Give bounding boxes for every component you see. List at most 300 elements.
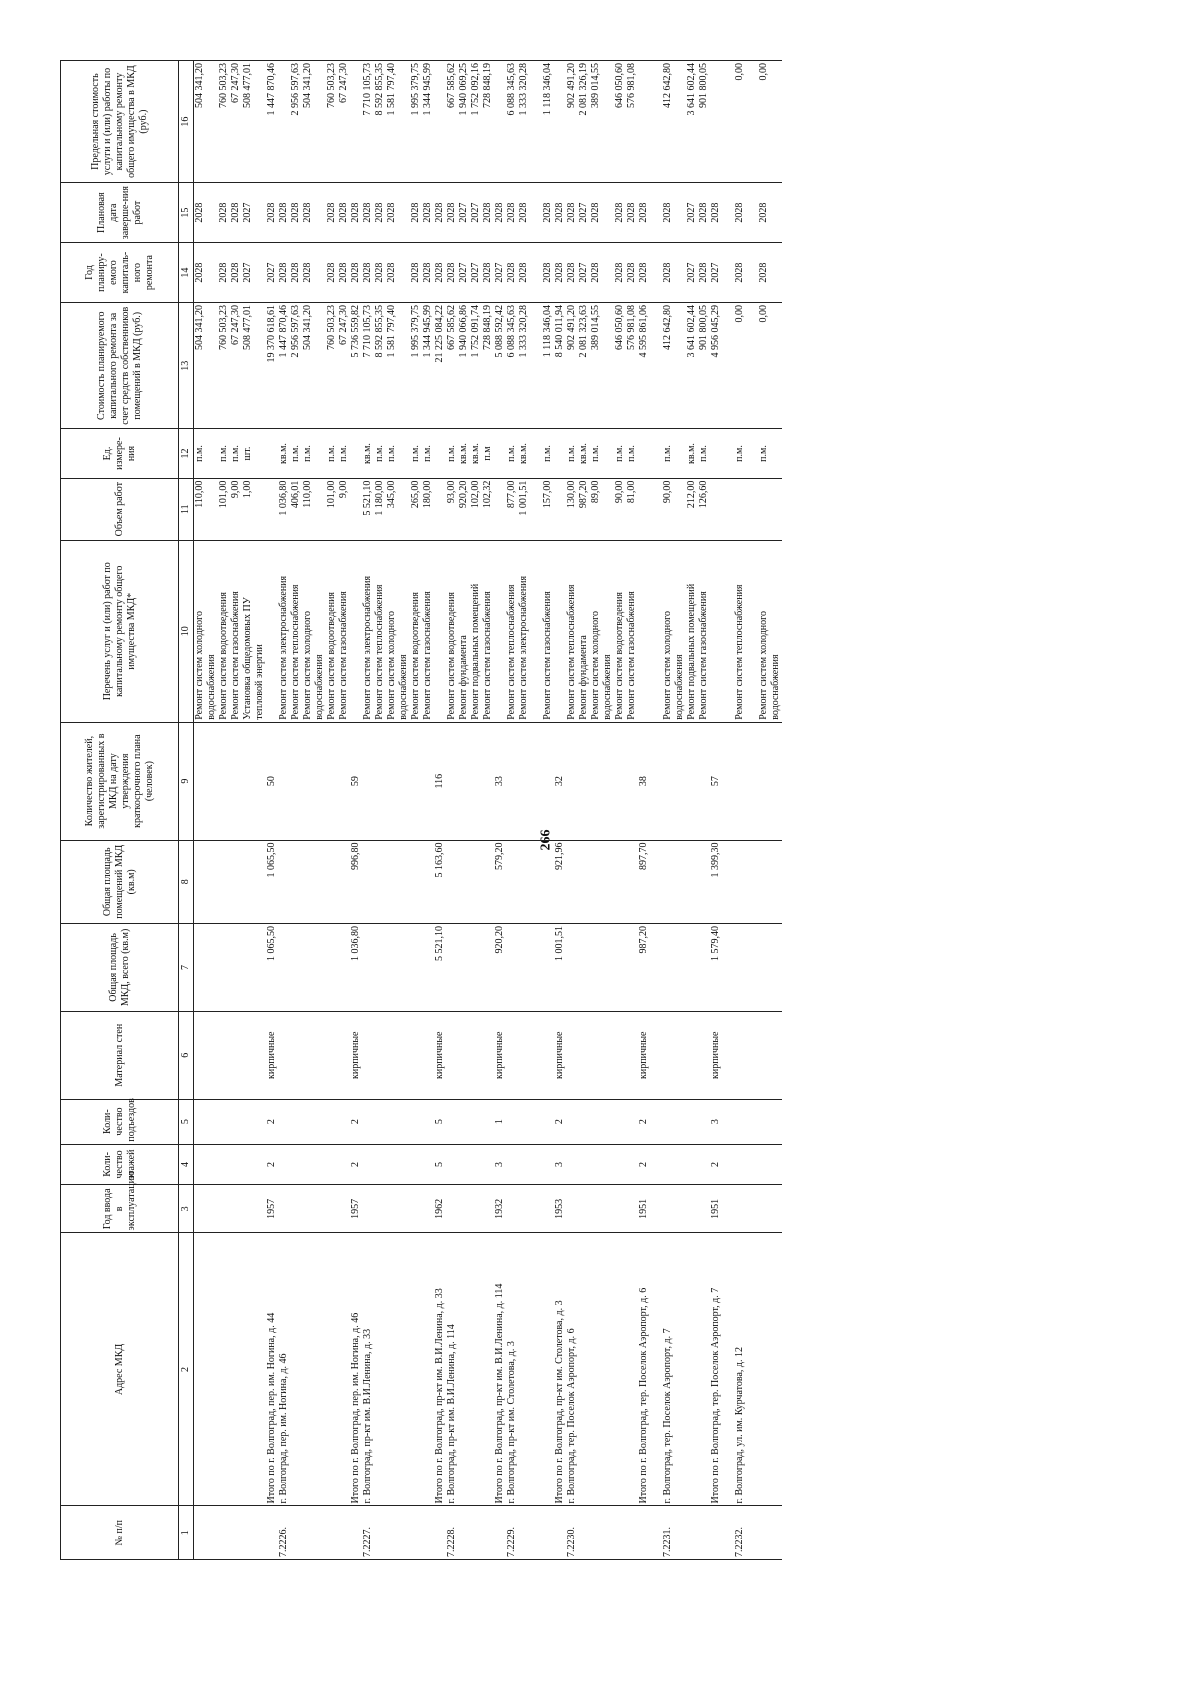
table-cell-7 [290,924,302,1012]
table-cell-4: 3 [494,1144,506,1185]
table-cell-14: 2028 [326,243,338,303]
table-cell-8 [650,840,662,924]
col-number: 14 [179,243,194,303]
table-cell-16: 1 118 346,04 [542,61,554,183]
table-cell-4 [746,1144,758,1185]
table-cell-16: 1 344 945,99 [422,61,434,183]
table-cell-12 [530,429,542,478]
table-cell-8 [506,840,518,924]
table-cell-13: 389 014,55 [590,303,602,429]
table-cell-15 [602,183,614,243]
table-cell-2 [626,1233,638,1506]
table-row [350,61,362,1560]
table-row [434,61,446,1560]
table-cell-5 [698,1099,710,1144]
table-cell-9 [722,722,734,840]
table-cell-11: 110,00 [302,478,314,540]
table-cell-9 [254,722,266,840]
table-cell-16 [722,61,734,183]
table-cell-4 [722,1144,734,1185]
table-cell-10: водоснабжения [206,540,218,722]
table-cell-3 [458,1185,470,1233]
table-cell-8 [458,840,470,924]
table-cell-1 [482,1506,494,1560]
table-cell-8: 996,80 [350,840,362,924]
table-cell-6 [722,1011,734,1099]
table-cell-7 [278,924,290,1012]
table-cell-14: 2028 [626,243,638,303]
table-cell-12 [650,429,662,478]
table-cell-11: 265,00 [410,478,422,540]
table-cell-8 [206,840,218,924]
table-cell-16 [254,61,266,183]
table-cell-9 [506,722,518,840]
table-cell-14: 2028 [554,243,566,303]
table-cell-9 [362,722,374,840]
table-cell-16: 902 491,20 [566,61,578,183]
table-cell-16 [206,61,218,183]
table-cell-12 [602,429,614,478]
table-cell-10: Ремонт систем газоснабжения [482,540,494,722]
col-number: 15 [179,183,194,243]
table-cell-9: 57 [710,722,722,840]
table-cell-2: Итого по г. Волгоград, пр-кт им. Столетова, д. 3 [554,1233,566,1506]
table-cell-8 [254,840,266,924]
table-cell-10: водоснабжения [602,540,614,722]
table-cell-15: 2028 [446,183,458,243]
table-cell-11 [650,478,662,540]
table-cell-16: 8 592 855,35 [374,61,386,183]
table-cell-3 [326,1185,338,1233]
table-cell-7 [734,924,746,1012]
table-cell-7: 1 036,80 [350,924,362,1012]
col-header: Коли-чество подъездов [61,1099,179,1144]
table-cell-11: 102,00 [470,478,482,540]
table-cell-8 [374,840,386,924]
table-cell-7 [398,924,410,1012]
table-cell-6 [338,1011,350,1099]
table-cell-7 [722,924,734,1012]
table-cell-5 [242,1099,254,1144]
table-cell-12: п.м. [566,429,578,478]
table-cell-3 [314,1185,326,1233]
table-cell-14: 2028 [542,243,554,303]
table-cell-10: Ремонт систем теплоснабжения [734,540,746,722]
table-cell-15: 2028 [698,183,710,243]
table-cell-8 [734,840,746,924]
table-cell-16: 667 585,62 [446,61,458,183]
table-cell-5 [218,1099,230,1144]
table-cell-14: 2028 [422,243,434,303]
table-cell-16 [710,61,722,183]
table-cell-5: 2 [638,1099,650,1144]
col-header: № п/п [61,1506,179,1560]
table-cell-6 [254,1011,266,1099]
table-cell-15: 2028 [278,183,290,243]
table-cell-14: 2028 [410,243,422,303]
table-cell-8 [626,840,638,924]
table-cell-4 [302,1144,314,1185]
table-cell-7 [566,924,578,1012]
table-cell-10: Ремонт систем теплоснабжения [566,540,578,722]
table-cell-4 [650,1144,662,1185]
table-cell-3 [482,1185,494,1233]
table-cell-9 [218,722,230,840]
table-cell-3: 1957 [350,1185,362,1233]
table-cell-7 [662,924,674,1012]
table-cell-11 [398,478,410,540]
table-cell-2 [746,1233,758,1506]
table-cell-13 [770,303,782,429]
table-cell-12: п.м. [626,429,638,478]
table-cell-2: Итого по г. Волгоград, пер. им. Ногина, д. 46 [350,1233,362,1506]
table-cell-3 [242,1185,254,1233]
table-row [746,61,758,1560]
table-cell-7 [326,924,338,1012]
col-number: 10 [179,540,194,722]
table-cell-15 [770,183,782,243]
table-cell-16: 1 581 797,40 [386,61,398,183]
table-cell-9 [338,722,350,840]
table-cell-4 [770,1144,782,1185]
table-cell-12: п.м. [338,429,350,478]
table-cell-4 [698,1144,710,1185]
table-cell-5 [410,1099,422,1144]
table-cell-13: 902 491,20 [566,303,578,429]
table-cell-8 [230,840,242,924]
table-cell-5 [314,1099,326,1144]
table-cell-7 [338,924,350,1012]
table-cell-11: 157,00 [542,478,554,540]
table-cell-12: п.м. [374,429,386,478]
table-cell-7 [698,924,710,1012]
table-cell-11 [266,478,278,540]
table-cell-8 [758,840,770,924]
table-row [518,61,530,1560]
table-cell-14: 2028 [734,243,746,303]
table-cell-5 [578,1099,590,1144]
table-cell-1 [434,1506,446,1560]
table-cell-16 [530,61,542,183]
table-cell-8: 921,96 [554,840,566,924]
table-cell-4 [362,1144,374,1185]
table-cell-15: 2027 [686,183,698,243]
table-cell-12 [746,429,758,478]
table-cell-4 [242,1144,254,1185]
table-cell-9: 33 [494,722,506,840]
table-cell-8 [314,840,326,924]
table-cell-8 [698,840,710,924]
table-cell-15: 2027 [242,183,254,243]
table-cell-7 [446,924,458,1012]
table-cell-13: 4 595 861,06 [638,303,650,429]
table-cell-10 [554,540,566,722]
table-cell-8 [278,840,290,924]
table-cell-12: п.м. [218,429,230,478]
table-cell-6 [326,1011,338,1099]
table-cell-6 [614,1011,626,1099]
table-cell-12: кв.м. [362,429,374,478]
table-cell-5 [230,1099,242,1144]
table-cell-3 [362,1185,374,1233]
table-cell-13: 2 956 597,63 [290,303,302,429]
table-cell-13: 8 592 855,35 [374,303,386,429]
table-cell-12: п.м. [506,429,518,478]
table-cell-11: 93,00 [446,478,458,540]
col-header: Год планиру-емого капиталь-ного ремонта [61,243,179,303]
header-row [61,61,179,1560]
table-cell-2: г. Волгоград, пер. им. Ногина, д. 46 [278,1233,290,1506]
table-cell-14: 2028 [386,243,398,303]
table-cell-3 [602,1185,614,1233]
table-cell-2 [770,1233,782,1506]
table-cell-9: 32 [554,722,566,840]
col-number: 13 [179,303,194,429]
table-cell-8 [290,840,302,924]
table-cell-14: 2028 [590,243,602,303]
table-cell-13: 8 540 011,94 [554,303,566,429]
table-cell-13: 67 247,30 [230,303,242,429]
table-cell-8 [770,840,782,924]
works-table-sheet [60,60,1170,1560]
table-row [338,61,350,1560]
table-cell-13: 1 940 066,86 [458,303,470,429]
table-cell-13: 508 477,01 [242,303,254,429]
table-cell-6 [194,1011,207,1099]
table-cell-10 [350,540,362,722]
table-cell-16: 2 956 597,63 [290,61,302,183]
table-cell-8 [530,840,542,924]
table-cell-5 [194,1099,207,1144]
table-cell-12: кв.м. [470,429,482,478]
table-cell-3 [206,1185,218,1233]
table-cell-10: Ремонт систем холодного [758,540,770,722]
table-cell-8 [662,840,674,924]
table-cell-5 [302,1099,314,1144]
table-cell-7 [194,924,207,1012]
table-row [758,61,770,1560]
col-header: Адрес МКД [61,1233,179,1506]
table-cell-8 [398,840,410,924]
table-cell-4 [662,1144,674,1185]
table-cell-3 [590,1185,602,1233]
table-cell-3 [230,1185,242,1233]
table-cell-11: 1,00 [242,478,254,540]
table-cell-4 [470,1144,482,1185]
table-cell-9 [302,722,314,840]
table-cell-1 [722,1506,734,1560]
table-cell-1: 7.2227. [362,1506,374,1560]
table-cell-10: Ремонт систем теплоснабжения [290,540,302,722]
table-cell-9 [590,722,602,840]
table-cell-16: 901 800,05 [698,61,710,183]
table-cell-7 [218,924,230,1012]
table-cell-10: Ремонт систем водоотведения [410,540,422,722]
table-cell-9 [290,722,302,840]
table-cell-5 [614,1099,626,1144]
table-cell-14: 2027 [266,243,278,303]
table-cell-12 [206,429,218,478]
table-cell-9: 116 [434,722,446,840]
table-cell-11: 5 521,10 [362,478,374,540]
table-cell-4 [230,1144,242,1185]
table-cell-2 [326,1233,338,1506]
table-row [422,61,434,1560]
table-cell-2 [422,1233,434,1506]
table-cell-15: 2028 [758,183,770,243]
table-cell-4 [482,1144,494,1185]
table-row [326,61,338,1560]
table-cell-5: 1 [494,1099,506,1144]
table-cell-13: 19 370 618,61 [266,303,278,429]
table-cell-10: Ремонт систем электроснабжения [278,540,290,722]
table-cell-4 [530,1144,542,1185]
table-cell-11 [206,478,218,540]
table-cell-9 [602,722,614,840]
table-cell-15 [746,183,758,243]
table-cell-9 [314,722,326,840]
table-cell-2 [590,1233,602,1506]
table-cell-4 [614,1144,626,1185]
table-cell-11: 89,00 [590,478,602,540]
table-row [590,61,602,1560]
table-cell-6: кирпичные [494,1011,506,1099]
table-cell-11 [554,478,566,540]
table-cell-1 [590,1506,602,1560]
capital-repair-table [60,60,782,1560]
table-row [734,61,746,1560]
table-cell-2 [386,1233,398,1506]
table-cell-7 [518,924,530,1012]
table-cell-10: Ремонт фундамента [578,540,590,722]
table-cell-3: 1951 [710,1185,722,1233]
table-cell-1 [206,1506,218,1560]
table-row [698,61,710,1560]
table-cell-6 [734,1011,746,1099]
table-cell-1 [350,1506,362,1560]
table-cell-14: 2028 [362,243,374,303]
table-cell-9 [230,722,242,840]
table-cell-1: 7.2232. [734,1506,746,1560]
table-cell-3 [278,1185,290,1233]
table-cell-15: 2028 [542,183,554,243]
table-cell-14: 2028 [434,243,446,303]
table-cell-3 [674,1185,686,1233]
table-cell-14: 2027 [710,243,722,303]
col-number: 4 [179,1144,194,1185]
table-cell-7: 1 579,40 [710,924,722,1012]
table-cell-3: 1932 [494,1185,506,1233]
table-cell-16: 504 341,20 [302,61,314,183]
table-cell-15: 2028 [518,183,530,243]
table-cell-13: 1 752 091,74 [470,303,482,429]
table-cell-13 [314,303,326,429]
table-cell-7 [230,924,242,1012]
table-cell-3 [722,1185,734,1233]
table-cell-5 [446,1099,458,1144]
table-cell-8 [446,840,458,924]
table-cell-3 [374,1185,386,1233]
table-cell-2 [302,1233,314,1506]
table-cell-1 [386,1506,398,1560]
table-cell-6 [686,1011,698,1099]
table-row [458,61,470,1560]
table-cell-9 [206,722,218,840]
table-cell-4 [602,1144,614,1185]
table-cell-12: п.м. [410,429,422,478]
table-cell-12: кв.м. [578,429,590,478]
table-cell-10: Ремонт систем газоснабжения [422,540,434,722]
table-cell-7 [470,924,482,1012]
table-cell-5 [386,1099,398,1144]
table-cell-7 [758,924,770,1012]
table-cell-13: 3 641 602,44 [686,303,698,429]
table-cell-15: 2028 [302,183,314,243]
table-cell-2: г. Волгоград, пр-кт им. В.И.Ленина, д. 33 [362,1233,374,1506]
table-cell-3 [698,1185,710,1233]
table-cell-10 [494,540,506,722]
table-cell-12: п.м. [302,429,314,478]
table-cell-4: 2 [638,1144,650,1185]
table-cell-15: 2028 [662,183,674,243]
table-cell-8: 579,20 [494,840,506,924]
table-cell-15: 2028 [410,183,422,243]
table-cell-10 [650,540,662,722]
table-cell-9 [446,722,458,840]
table-cell-4 [578,1144,590,1185]
table-cell-9 [422,722,434,840]
table-cell-10: Ремонт фундамента [458,540,470,722]
table-cell-5 [722,1099,734,1144]
table-cell-9 [194,722,207,840]
table-cell-8 [386,840,398,924]
table-cell-12: п.м. [698,429,710,478]
table-cell-15: 2028 [338,183,350,243]
table-cell-7 [578,924,590,1012]
table-cell-2 [230,1233,242,1506]
table-cell-14 [254,243,266,303]
table-cell-1 [410,1506,422,1560]
table-cell-15: 2028 [482,183,494,243]
table-cell-14 [746,243,758,303]
table-cell-1 [374,1506,386,1560]
table-cell-9 [734,722,746,840]
table-cell-4 [422,1144,434,1185]
table-cell-5: 2 [554,1099,566,1144]
table-cell-14: 2028 [506,243,518,303]
table-cell-3: 1962 [434,1185,446,1233]
table-cell-1 [554,1506,566,1560]
col-number: 1 [179,1506,194,1560]
table-cell-14: 2028 [350,243,362,303]
table-cell-4 [194,1144,207,1185]
table-cell-2: г. Волгоград, тер. Поселок Аэропорт, д. 6 [566,1233,578,1506]
table-cell-5: 2 [266,1099,278,1144]
table-cell-9 [518,722,530,840]
table-cell-3 [686,1185,698,1233]
table-cell-14 [206,243,218,303]
table-cell-11 [602,478,614,540]
table-cell-5 [626,1099,638,1144]
table-cell-8 [422,840,434,924]
table-cell-10: водоснабжения [314,540,326,722]
table-cell-15: 2028 [734,183,746,243]
table-cell-2 [482,1233,494,1506]
table-cell-14: 2027 [494,243,506,303]
table-cell-8 [194,840,207,924]
table-cell-5 [458,1099,470,1144]
table-cell-11: 212,00 [686,478,698,540]
